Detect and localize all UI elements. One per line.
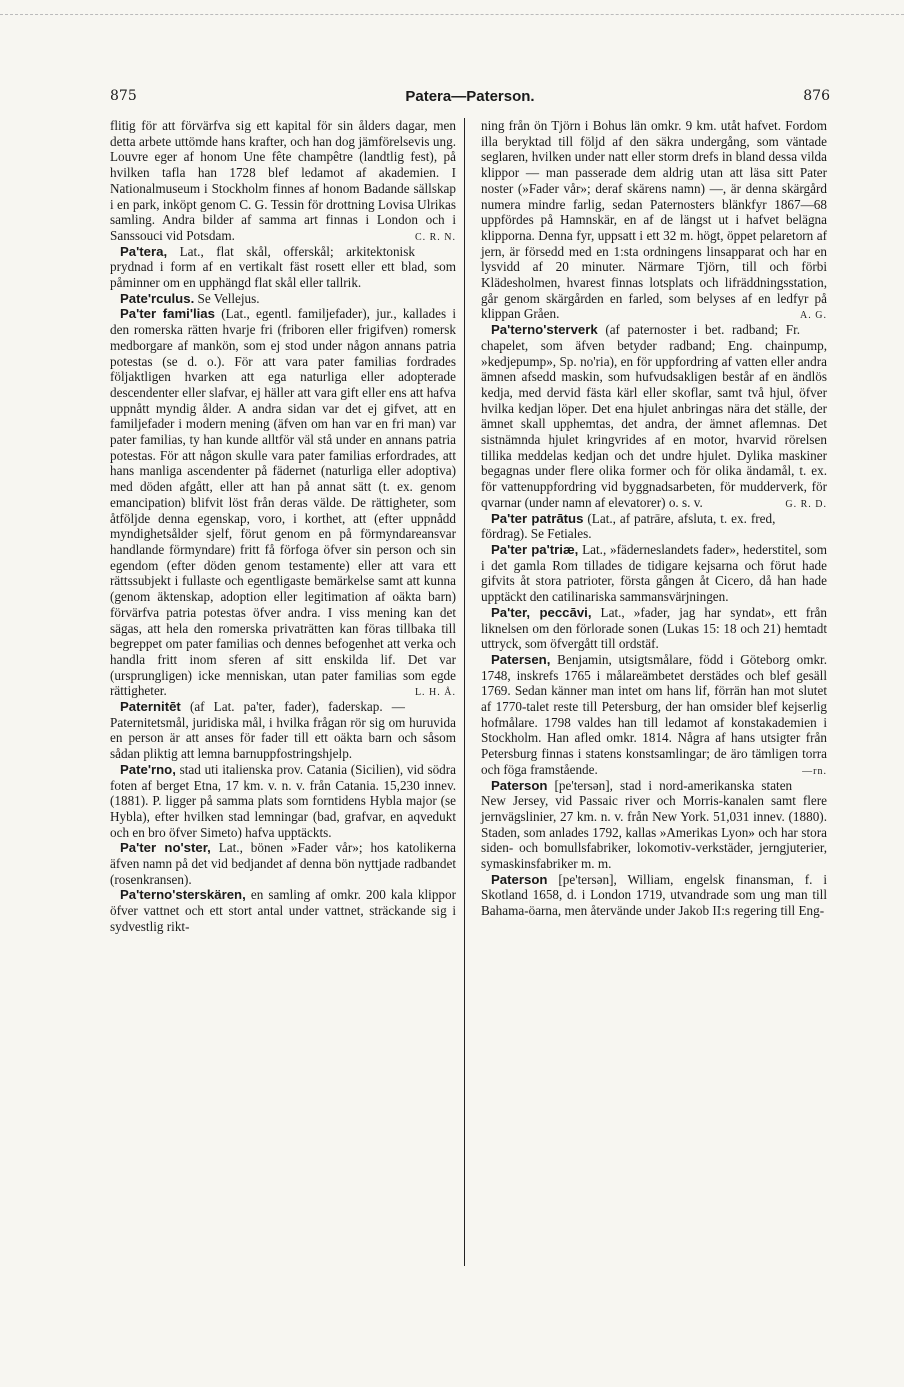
entry-patera: Pa'tera, Lat., flat skål, offerskål; arkitektonisk prydnad i form af en vertikalt fäst rosett eller ett blad, som påminner om en upphängd flat skål eller tallrik.	[110, 243, 456, 291]
entry-paterculus: Pate'rculus. Se Vellejus.	[120, 290, 260, 306]
left-column	[110, 118, 456, 935]
headword: Paterson	[491, 871, 548, 887]
headword: Patersen,	[491, 651, 551, 667]
entry-pater-noster: Pa'ter no'ster, Lat., bönen »Fader vår»; hos katolikerna äfven namn på det vid bedjandet af denna bön nyttjade radbandet (rosenkransen).	[110, 840, 457, 887]
headword: Pa'ter fami'lias	[120, 306, 215, 322]
author-signature: —rn.	[802, 765, 827, 777]
entry-pater-peccavi: Pa'ter, peccāvi, Lat., »fader, jag har syndat», ett från liknelsen om den förlorade sonen (Lukas 15: 18 och 21) hemtadt uttryck, som öfvergått till ordstäf.	[481, 604, 828, 652]
entry-paterson-city: Paterson [pe'tersən], stad i nord-amerikanska staten New Jersey, vid Passaic river och Morris-kanalen samt flere jernvägslinier, 27 km. n. v. från New York. 51,031 innev. (1880). Staden, som anlades 1792, kallas »Amerikas Lyon» och har stora siden- och bomullsfabriker, lokomotiv-verkstäder, jerngjuterier, symaskinsfabriker m. m.	[481, 777, 827, 872]
entry-pater-patratus: Pa'ter patrātus (Lat., af patrāre, afsluta, t. ex. fred, fördrag). Se Fetiales.	[481, 510, 776, 542]
page-header	[110, 88, 830, 110]
entry-continuation: flitig för att förvärfva sig ett kapital för sin ålders dagar, men detta arbete uttömde hans krafter, och han dog jämförelsevis ung. Louvre eger af honom Une fête champêtre (landtlig fest), på hvilken tafla han 1728 blef ledamot af akademien. I Nationalmuseum i Stockholm finnes af honom Badande sällskap i en park, inköpt genom C. G. Tessin för drottning Lovisa Ulrikas samling. Andra bilder af samma art finnas i London och i Sanssouci vid Potsdam. C. R. N.	[110, 118, 456, 244]
headword: Pa'ter no'ster,	[120, 840, 211, 856]
entry-continuation: ning från ön Tjörn i Bohus län omkr. 9 km. utåt hafvet. Fordom illa beryktad till följd af den säkra undergång, som väntade seglaren, hvilken under natt eller storm drefs in bland dessa vilda klippor — man passerade dem aldrig utan att läsa sitt Pater noster (»Fader vår»; deraf skärens namn) —, är denna skärgård numera mindre farlig, sedan Paternosters blänkfyr 1867—68 uppfördes på Hamnskär, en af de längst ut i hafvet belägna klipporna. Denna fyr, uppsatt i ett 32 m. högt, öppet pelaretorn af jern, är försedd med en 1:sta ordningens linsapparat och har en lysvidd af 20 minuter. Närmare Tjörn, till och förbi Klädesholmen, hvarest finnas lotsplats och lifräddningsstation, går genom skärgården en farled, som belyses af en ledfyr på klippan Gråen. A. G.	[481, 118, 827, 322]
right-page-number: 876	[803, 88, 830, 104]
entry-paternosterverk: Pa'terno'sterverk (af paternoster i bet. radband; Fr. chapelet, som äfven betyder radband; Eng. chainpump, »kedjepump», Sp. no'ria), en för uppfordring af vatten eller andra ämnen afsedd maskin, som hufvudsakligen består af en ändlös kedja, med dervid fästa kärl eller skoflar, samt två hjul, öfver hvilka kedjan löper. Det ena hjulet anbringas nära det ställe, der ämnet skall upphemtas, det andra, der ämnet aflemnas. Det sistnämnda hjulet kringvrides af en motor, hvarvid rörelsen tillika meddelas kedjan och det undre hjulet. Dylika maskiner begagnas under flere olika former och för olika ändamål, t. ex. för vattenuppfordring vid byggnadsarbeten, för mudderverk, för qvarnar (under namn af elevatorer) o. s. v. G. R. D.	[481, 322, 827, 510]
headword: Pa'ter patrātus	[491, 510, 584, 526]
headword: Pate'rculus.	[120, 290, 195, 306]
entry-paternitet: Paternitēt (af Lat. pa'ter, fader), faderskap. — Paternitetsmål, juridiska mål, i hvilka frågan rör sig om huruvida en person är att anses för fader till ett oäkta barn och såsom sådan pliktig att lemna barnuppfostringshjelp.	[110, 699, 456, 762]
headword: Pa'ter, peccāvi,	[491, 604, 592, 620]
headword: Paternitēt	[120, 699, 181, 715]
headword: Pa'terno'sterverk	[491, 322, 598, 338]
entry-paternosterskaren: Pa'terno'sterskären, en samling af omkr. 200 kala klippor öfver vattnet och ett stort antal under vattnet, sträckande sig i sydvestlig rikt-	[110, 887, 456, 934]
left-page-number: 875	[110, 88, 137, 104]
column-divider	[464, 118, 465, 1266]
running-title: Patera—Paterson.	[405, 88, 535, 105]
author-signature: C. R. N.	[414, 231, 456, 243]
entry-paterno: Pate'rno, stad uti italienska prov. Catania (Sicilien), vid södra foten af berget Etna, 17 km. v. n. v. från Catania. 15,230 innev. (1881). P. ligger på samma plats som forntidens Hybla major (se Hybla), efter hvilken stad lemningar (bad, grafvar, en aqvedukt och en bro öfver Simeto) hafva upptäckts.	[110, 761, 457, 840]
entry-pater-patriae: Pa'ter pa'triæ, Lat., »fäderneslandets fader», hederstitel, som i det gamla Rom tillades de tidigare kejsarna och förut hade gifvits åt stora patrioter, första gången åt Cicero, då han hade upptäckt den catilinariska sammansvärjningen.	[481, 541, 827, 605]
headword: Pa'tera,	[120, 243, 168, 259]
author-signature: A. G.	[800, 310, 827, 322]
headword: Pa'ter pa'triæ,	[491, 541, 579, 557]
right-column	[481, 118, 827, 919]
author-signature: L. H. Å.	[414, 687, 456, 699]
headword: Pate'rno,	[120, 761, 176, 777]
entry-paterson-william: Paterson [pe'tersən], William, engelsk finansman, f. i Skotland 1658, d. i London 1719, utvandrade som ung man till Bahama-öarna, men återvände under Jakob II:s regering till Eng-	[481, 871, 828, 919]
entry-patersen: Patersen, Benjamin, utsigtsmålare, född i Göteborg omkr. 1748, inskrefs 1765 i målareämbetet derstädes och blef gesäll 1769. Sedan känner man intet om hans lif, förrän han mot slutet af 1770-talet reste till Petersburg, der han omsider blef kejserlig hofmålare. 1798 valdes han till ledamot af konstakademien i Stockholm. Han afled omkr. 1814. Några af hans utsigter från Petersburg finnas i statens konstsamlingar; de äro tämligen torra och föga framstående. —rn.	[481, 652, 827, 778]
entry-pater-familias: Pa'ter fami'lias (Lat., egentl. familjefader), jur., kallades i den romerska rätten hvarje fri (friboren eller frigifven) romersk medborgare af mankön, som ej stod under någon annans patria potestas (se d. o.). För att vara pater familias fordrades följaktligen hvarken att ega naturliga eller adopterade descendenter eller slafvar, ej häller att vara gift eller ens att hafva uppnått myndig ålder. A andra sidan var det ej gifvet, att en familjefader i modern mening (äfven om han var en fri man) var pater familias, ty han kunde alltför väl stå under en annans patria potestas. För att någon skulle vara pater familias erfordrades, att hans manliga ascendenter på fädernet (naturliga eller adoptiva) med döden afgått, eller att han på annat sätt (t. ex. genom emancipation) blifvit löst från deras välde. De rättigheter, som åtföljde denna egenskap, voro, i korthet, att (efter uppnådd myndighetsålder sjelf, förut genom en på förmyndareansvar handlande förmyndare) fritt få förfoga öfver sin person och sin egendom (efter döden genom testamente) eller att vara ett rättssubjekt i fullaste och egentligaste bemärkelse samt att kunna (genom äktenskap, adoption eller legitimation af oäkta barn) förvärfva patria potestas öfver andra. I viss mening kan det sägas, att hela den romerska privaträtten kan föras tillbaka till begreppet om pater familias och dennes befogenhet att verka och handla fritt inom sferen af sitt enskilda lif. Det var (ursprungligen) icke menniskan, utan pater familias som egde rättigheter. L. H. Å.	[110, 306, 456, 699]
headword: Paterson	[491, 777, 548, 793]
author-signature: G. R. D.	[785, 498, 827, 510]
headword: Pa'terno'sterskären,	[120, 887, 246, 903]
scan-edge-rule	[0, 14, 904, 15]
